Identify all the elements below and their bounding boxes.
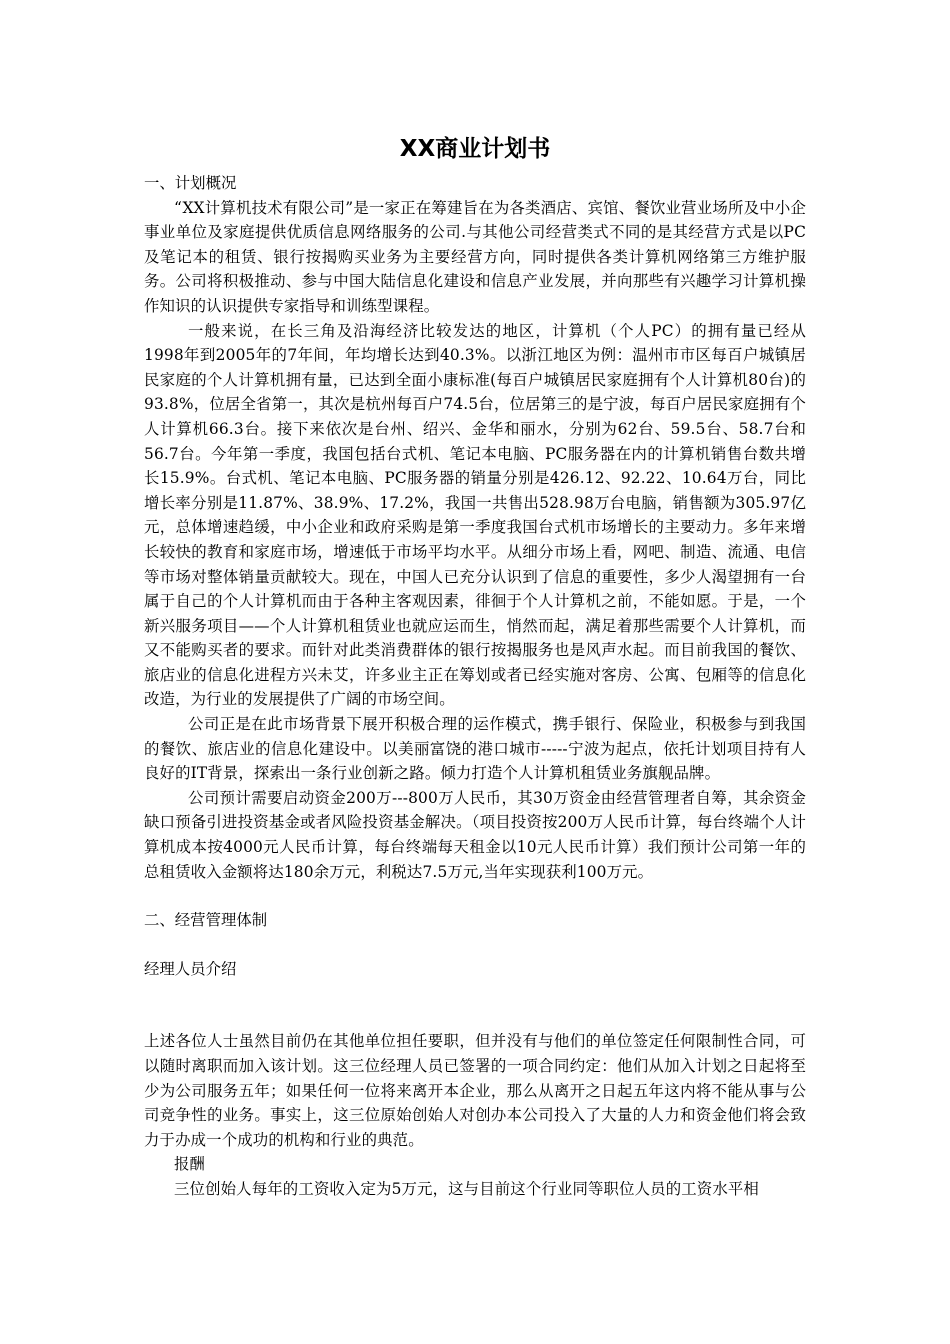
paragraph-market-analysis: 一般来说，在长三角及沿海经济比较发达的地区，计算机（个人PC）的拥有量已经从1998年到2005年的7年间，年均增长达到40.3%。以浙江地区为例：温州市市区每百户城镇居民家庭的个人计算机拥有量，已达到全面小康标准(每百户城镇居民家庭拥有个人计算机80台)的93.8%，位居全省第一，其次是杭州每百户74.5台，位居第三的是宁波，每百户居民家庭拥有个人计算机66.3台。接下来依次是台州、绍兴、金华和丽水，分别为62台、59.5台、58.7台和56.7台。今年第一季度，我国包括台式机、笔记本电脑、PC服务器在内的计算机销售台数共增长15.9%。台式机、笔记本电脑、PC服务器的销量分别是426.12、92.22、10.64万台，同比增长率分别是11.87%、38.9%、17.2%，我国一共售出528.98万台电脑，销售额为305.97亿元，总体增速趋缓，中小企业和政府采购是第一季度我国台式机市场增长的主要动力。多年来增长较快的教育和家庭市场，增速低于市场平均水平。从细分市场上看，网吧、制造、流通、电信等市场对整体销量贡献较大。现在，中国人已充分认识到了信息的重要性，多少人渴望拥有一台属于自己的个人计算机而由于各种主客观因素，徘徊于个人计算机之前，不能如愿。于是，一个新兴服务项目——个人计算机租赁业也就应运而生，悄然而起，满足着那些需要个人计算机，而又不能购买者的要求。而针对此类消费群体的银行按揭服务也是风声水起。而目前我国的餐饮、旅店业的信息化进程方兴未艾，许多业主正在筹划或者已经实施对客房、公寓、包厢等的信息化改造，为行业的发展提供了广阔的市场空间。 — [144, 321, 806, 709]
document-title: XX商业计划书 — [399, 136, 551, 162]
paragraph-company-intro: “XX计算机技术有限公司”是一家正在筹建旨在为各类酒店、宾馆、餐饮业营业场所及中小企事业单位及家庭提供优质信息网络服务的公司.与其他公司经营类式不同的是其经营方式是以PC及笔记本的租赁、银行按揭购买业务为主要经营方向，同时提供各类计算机网络第三方维护服务。公司将积极推动、参与中国大陆信息化建设和信息产业发展，并向那些有兴趣学习计算机操作知识的认识提供专家指导和训练型课程。 — [144, 198, 806, 315]
paragraph-operation-model: 公司正是在此市场背景下展开积极合理的运作模式，携手银行、保险业，积极参与到我国的餐饮、旅店业的信息化建设中。以美丽富饶的港口城市-----宁波为起点，依托计划项目持有人良好的IT背景，探索出一条行业创新之路。倾力打造个人计算机租赁业务旗舰品牌。 — [144, 715, 806, 783]
section-heading-overview: 一、计划概况 — [144, 174, 237, 192]
paragraph-managers: 上述各位人士虽然目前仍在其他单位担任要职，但并没有与他们的单位签定任何限制性合同，可以随时离职而加入该计划。这三位经理人员已签署的一项合同约定：他们从加入计划之日起将至少为公司服务五年；如果任何一位将来离开本企业，那么从离开之日起五年这内将不能从事与公司竞争性的业务。事实上，这三位原始创始人对创办本公司投入了大量的人力和资金他们将会致力于办成一个成功的机构和行业的典范。 — [144, 1032, 806, 1149]
section-heading-management: 二、经营管理体制 — [144, 911, 268, 930]
spacer — [144, 933, 806, 957]
spacer — [144, 981, 806, 1029]
spacer — [144, 884, 806, 908]
subheading-managers: 经理人员介绍 — [144, 959, 237, 978]
paragraph-funding: 公司预计需要启动资金200万---800万人民币，其30万资金由经营管理者自筹，其余资金缺口预备引进投资基金或者风险投资基金解决。（项目投资按200万人民币计算，每台终端个人计算机成本按4000元人民币计算，每台终端每天租金以10元人民币计算）我们预计公司第一年的总租赁收入金额将达180余万元，利税达7.5万元,当年实现获利100万元。 — [144, 788, 806, 881]
document-body — [144, 131, 806, 1202]
subheading-pay: 报酬 — [174, 1155, 205, 1174]
paragraph-pay: 三位创始人每年的工资收入定为5万元，这与目前这个行业同等职位人员的工资水平相 — [174, 1179, 759, 1198]
